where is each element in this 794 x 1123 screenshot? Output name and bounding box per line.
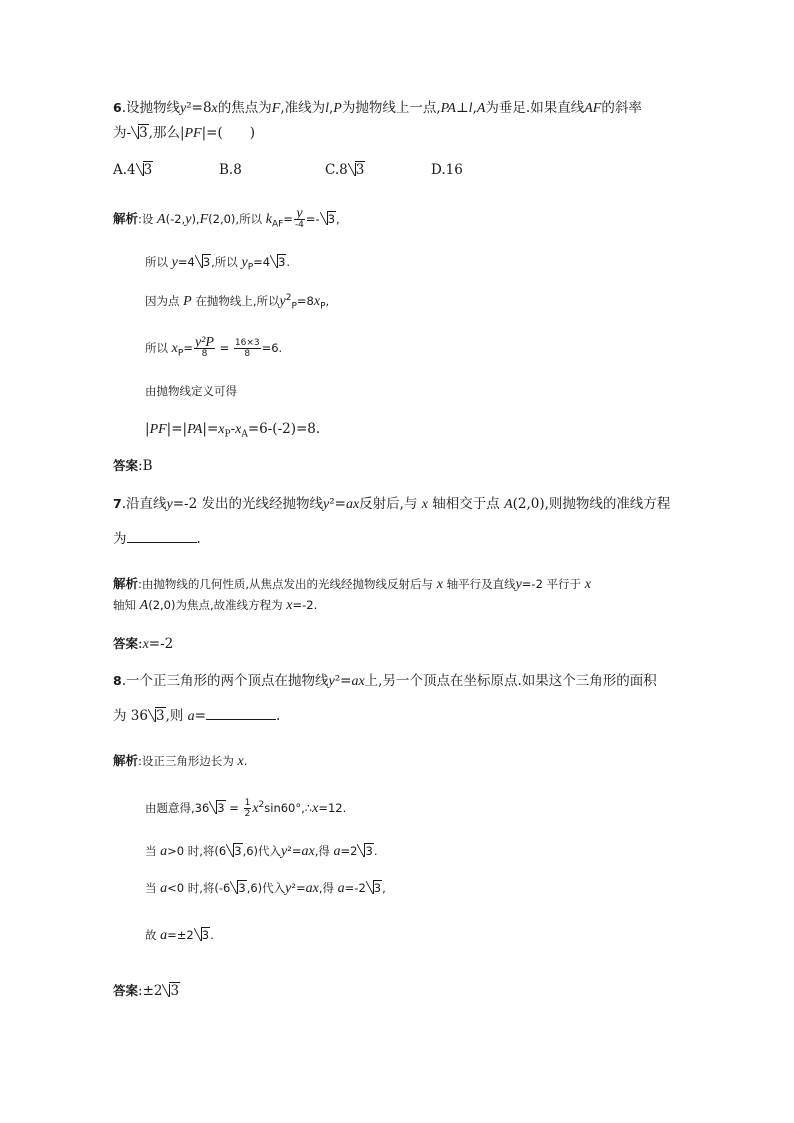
sqrt-symbol: 3 [209, 800, 225, 816]
answer-label: 答案 [113, 983, 139, 998]
sqrt-symbol: 3 [148, 708, 166, 724]
q8-answer: 答案:±2 3 [113, 983, 180, 999]
q6-option-a: A.4 3 [113, 162, 153, 178]
sqrt-symbol: 3 [348, 162, 366, 178]
solution-label: 解析 [113, 211, 139, 226]
solution-label: 解析 [113, 576, 139, 591]
sqrt-symbol: 3 [131, 125, 149, 141]
answer-label: 答案 [113, 636, 139, 651]
q8-stem-line1: 8.一个正三角形的两个顶点在抛物线y²=ax上,另一个顶点在坐标原点.如果这个三角形的面积 [113, 673, 657, 689]
solution-label: 解析 [113, 753, 139, 768]
fraction: $\frac{y}{-4}$ [294, 206, 304, 230]
sqrt-symbol: 3 [195, 254, 211, 270]
q7-solution-line1: 解析:由抛物线的几何性质,从焦点发出的光线经抛物线反射后与 x 轴平行及直线y=-2 平行于 x [113, 576, 591, 592]
sqrt-symbol: 3 [194, 927, 210, 943]
q6-stem-line1: 6.设抛物线y²=8x的焦点为F,准线为l,P为抛物线上一点,PA⊥l,A为垂足.如果直线AF的斜率 [113, 100, 642, 116]
q8-stem-line2: 为 36 3,则 a= . [113, 708, 281, 724]
q6-number: 6 [113, 100, 122, 115]
q6-solution-line2: 所以 y=4 3,所以 $y_P=4$ 3. [145, 255, 291, 273]
sqrt-symbol: 3 [162, 983, 180, 999]
q6-solution-line5: 由抛物线定义可得 [145, 384, 237, 398]
q8-solution-line4: 当 a<0 时,将(-6 3,6)代入y²=ax,得 a=-2 3, [145, 881, 386, 896]
sqrt-symbol: 3 [357, 843, 373, 859]
sqrt-symbol: 3 [270, 254, 286, 270]
q6-option-d: D.16 [431, 162, 463, 178]
q6-solution-line6: $|PF|=|PA|=x_P-x_A=6-(-2)=8$. [145, 421, 321, 440]
fraction: $\frac{16\times 3}{8}$ [234, 338, 260, 359]
q8-solution-line1: 解析:设正三角形边长为 x. [113, 753, 248, 769]
q6-option-b: B.8 [219, 162, 242, 178]
q6-options [113, 162, 537, 178]
q6-answer: 答案:B [113, 458, 153, 474]
q6-solution-line1: 解析:设 A(-2,y),F(2,0),所以 $k_{AF}=$ $\frac{y}{-4}$ =- 3, [113, 206, 340, 230]
sqrt-symbol: 3 [226, 843, 242, 859]
q8-number: 8 [113, 673, 122, 688]
answer-label: 答案 [113, 458, 139, 473]
q6-option-c: C.8 3 [325, 162, 365, 178]
answer-blank [206, 707, 276, 720]
q6-stem-line2: 为- 3,那么|PF|=( ) [113, 125, 256, 141]
sqrt-symbol: 3 [366, 880, 382, 896]
q7-answer: 答案:x=-2 [113, 636, 174, 652]
sqrt-symbol: 3 [136, 162, 154, 178]
q8-solution-line2: 由题意得,36 3 = $\frac{1}{2}$ $x^2\sin 60^\circ,\therefore x=12$. [145, 798, 347, 819]
q7-stem-line2: 为 . [113, 531, 201, 547]
q7-solution-line2: 轴知 A(2,0)为焦点,故准线方程为 x=-2. [113, 598, 318, 613]
q8-solution-line3: 当 a>0 时,将(6 3,6)代入y²=ax,得 a=2 3. [145, 844, 378, 859]
sqrt-symbol: 3 [320, 211, 336, 227]
q6-solution-line3: 因为点 P 在抛物线上,所以$y^2_P=8x_P$, [145, 293, 330, 312]
fraction: $\frac{\text{y²P}}{8}$ [194, 335, 214, 359]
q8-solution-line5: 故 a=±2 3. [145, 928, 214, 943]
fraction: $\frac{1}{2}$ [244, 798, 251, 819]
q7-number: 7 [113, 496, 122, 511]
sqrt-symbol: 3 [230, 880, 246, 896]
q6-solution-line4: 所以 $x_P=$ $\frac{\text{y²P}}{8}$ = $\frac{16\times 3}{8}$ =6. [145, 335, 283, 359]
answer-blank [127, 530, 197, 543]
q7-stem-line1: 7.沿直线y=-2 发出的光线经抛物线y²=ax反射后,与 x 轴相交于点 A(2,0),则抛物线的准线方程 [113, 496, 671, 512]
